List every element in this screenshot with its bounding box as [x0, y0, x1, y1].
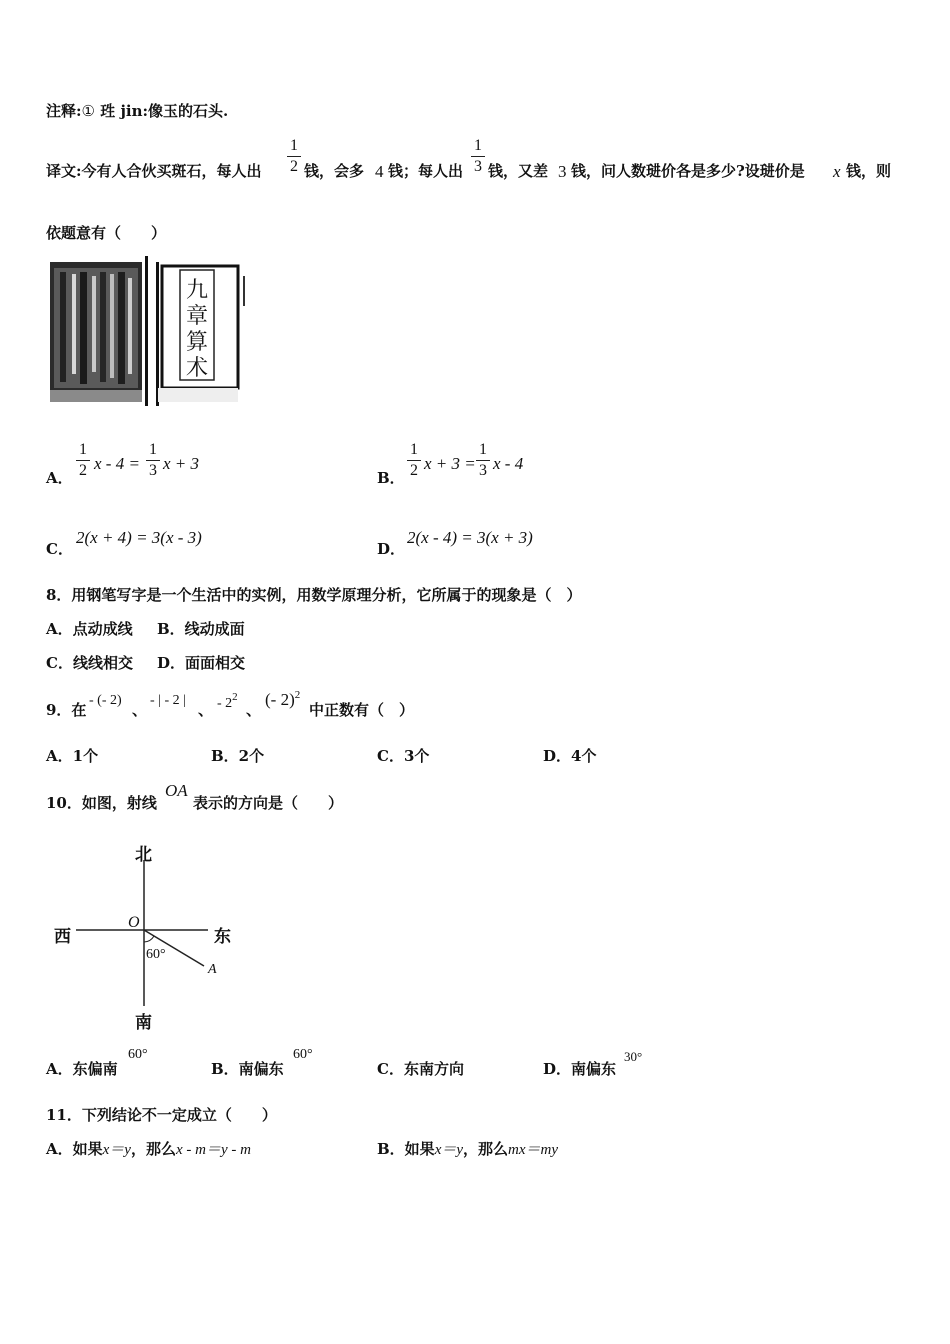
frac-num: 1: [79, 441, 87, 458]
frac-den: 3: [479, 462, 487, 479]
q9-expr-3-base: - 2: [217, 696, 233, 711]
frac-den: 3: [149, 462, 157, 479]
book-image: [50, 256, 246, 406]
origin-label: O: [128, 914, 140, 931]
option-b-right-frac: [476, 442, 490, 479]
north-label: 北: [135, 845, 152, 865]
option-a-right-frac: [146, 442, 160, 479]
book-illustration: [50, 256, 246, 406]
option-b-right-text: x - 4: [493, 454, 524, 473]
q10-option-a: A．东偏南: [46, 1060, 118, 1078]
option-b-label: B．: [377, 469, 405, 487]
option-a-left-frac: [76, 442, 90, 479]
translation-frac-third: [471, 138, 485, 175]
q11-b-cond: x＝y: [434, 1142, 464, 1158]
option-b-left-text: x + 3 =: [424, 454, 476, 473]
frac-den: 3: [474, 158, 482, 175]
q9-option-d: D．4个: [543, 747, 597, 765]
q11-stem: 11．下列结论不一定成立（ ）: [46, 1106, 277, 1124]
angle-label: 60°: [146, 947, 166, 962]
q10-suffix: 表示的方向是（ ）: [193, 794, 344, 812]
q9-expr-2: - | - 2 |: [150, 693, 186, 708]
q11-option-a: [46, 1142, 251, 1158]
book-title: 九章算术: [185, 278, 208, 381]
q11-b-result: mx＝my: [508, 1142, 559, 1158]
q9-expr-3-exp: 2: [232, 691, 238, 703]
note-text: 珄 jin:像玉的石头.: [100, 102, 229, 120]
q9-expr-4-exp: 2: [294, 689, 301, 701]
east-label: 东: [214, 927, 231, 947]
q10-option-a-deg: 60°: [128, 1047, 148, 1062]
q10-option-d: D．南偏东: [543, 1060, 617, 1078]
q10-prefix: 10．如图，射线: [46, 794, 157, 812]
q10-option-b-deg: 60°: [293, 1047, 313, 1062]
q11-a-text: A．如果: [46, 1140, 103, 1158]
q8-stem: 8．用钢笔写字是一个生活中的实例，用数学原理分析，它所属于的现象是（ ）: [46, 586, 582, 604]
direction-figure: [48, 838, 248, 1033]
q8-option-b: B．线动成面: [157, 620, 245, 638]
q11-a-mid: ，那么: [130, 1140, 176, 1158]
q9-sep-2: 、: [198, 701, 214, 719]
q9-expr-4-base: (- 2): [265, 690, 295, 709]
q11-a-cond: x＝y: [102, 1142, 131, 1158]
option-c-expr: 2(x + 4) = 3(x - 3): [76, 528, 202, 547]
option-a-label: A．: [46, 469, 73, 487]
south-label: 南: [135, 1013, 152, 1033]
translation-seg2: 钱；每人出: [388, 162, 464, 180]
frac-num: 1: [410, 441, 418, 458]
q8-option-a: A．点动成线: [46, 620, 133, 638]
q10-option-c: C．东南方向: [377, 1060, 464, 1078]
q10-ray-label: OA: [165, 781, 188, 800]
q11-b-mid: ，那么: [463, 1140, 509, 1158]
q9-expr-4: [265, 691, 300, 708]
translation-var-x: x: [833, 162, 841, 181]
west-label: 西: [54, 927, 71, 947]
q11-option-b: [377, 1142, 558, 1158]
q10-option-d-deg: 30°: [624, 1049, 643, 1064]
translation-prefix: 译文:今有人合伙买斑石，每人出: [46, 162, 262, 180]
translation-line2: 依题意有（ ）: [46, 224, 167, 242]
option-b-left-frac: [407, 442, 421, 479]
note-label: 注释:: [46, 102, 82, 120]
frac-den: 2: [290, 158, 298, 175]
frac-num: 1: [290, 137, 298, 154]
option-d-expr: 2(x - 4) = 3(x + 3): [407, 528, 533, 547]
point-a-label: A: [208, 962, 217, 977]
q9-option-b: B．2个: [211, 747, 265, 765]
translation-frac-half: [287, 138, 301, 175]
option-d-label: D．: [377, 540, 406, 558]
frac-num: 1: [149, 441, 157, 458]
frac-num: 1: [474, 137, 482, 154]
frac-num: 1: [479, 441, 487, 458]
translation-seg4: 钱，问人数琎价各是多少?设琎价是: [571, 162, 805, 180]
option-a-right-text: x + 3: [163, 454, 200, 473]
frac-den: 2: [79, 462, 87, 479]
translation-seg1: 钱，会多: [304, 162, 365, 180]
q8-option-c: C．线线相交: [46, 654, 133, 672]
option-c-label: C．: [46, 540, 73, 558]
q9-suffix: 中正数有（ ）: [309, 701, 415, 719]
q9-sep-1: 、: [132, 701, 148, 719]
angle-arc: [144, 936, 154, 942]
option-a-left-text: x - 4 =: [94, 454, 140, 473]
note-line: [46, 104, 228, 120]
translation-num3: 3: [558, 162, 567, 181]
q9-prefix: 9．在: [46, 701, 87, 719]
translation-seg5: 钱，则: [846, 162, 892, 180]
translation-num4: 4: [375, 162, 384, 181]
circled-one: ①: [81, 104, 95, 120]
translation-seg3: 钱，又差: [488, 162, 549, 180]
q9-expr-1: - (- 2): [89, 693, 122, 708]
q9-sep-3: 、: [246, 701, 262, 719]
q9-option-c: C．3个: [377, 747, 430, 765]
q8-option-d: D．面面相交: [157, 654, 246, 672]
q10-option-b: B．南偏东: [211, 1060, 284, 1078]
q9-option-a: A．1个: [46, 747, 99, 765]
q9-expr-3: [217, 691, 238, 711]
frac-den: 2: [410, 462, 418, 479]
q11-b-text: B．如果: [377, 1140, 435, 1158]
q11-a-result: x - m＝y - m: [175, 1142, 251, 1158]
